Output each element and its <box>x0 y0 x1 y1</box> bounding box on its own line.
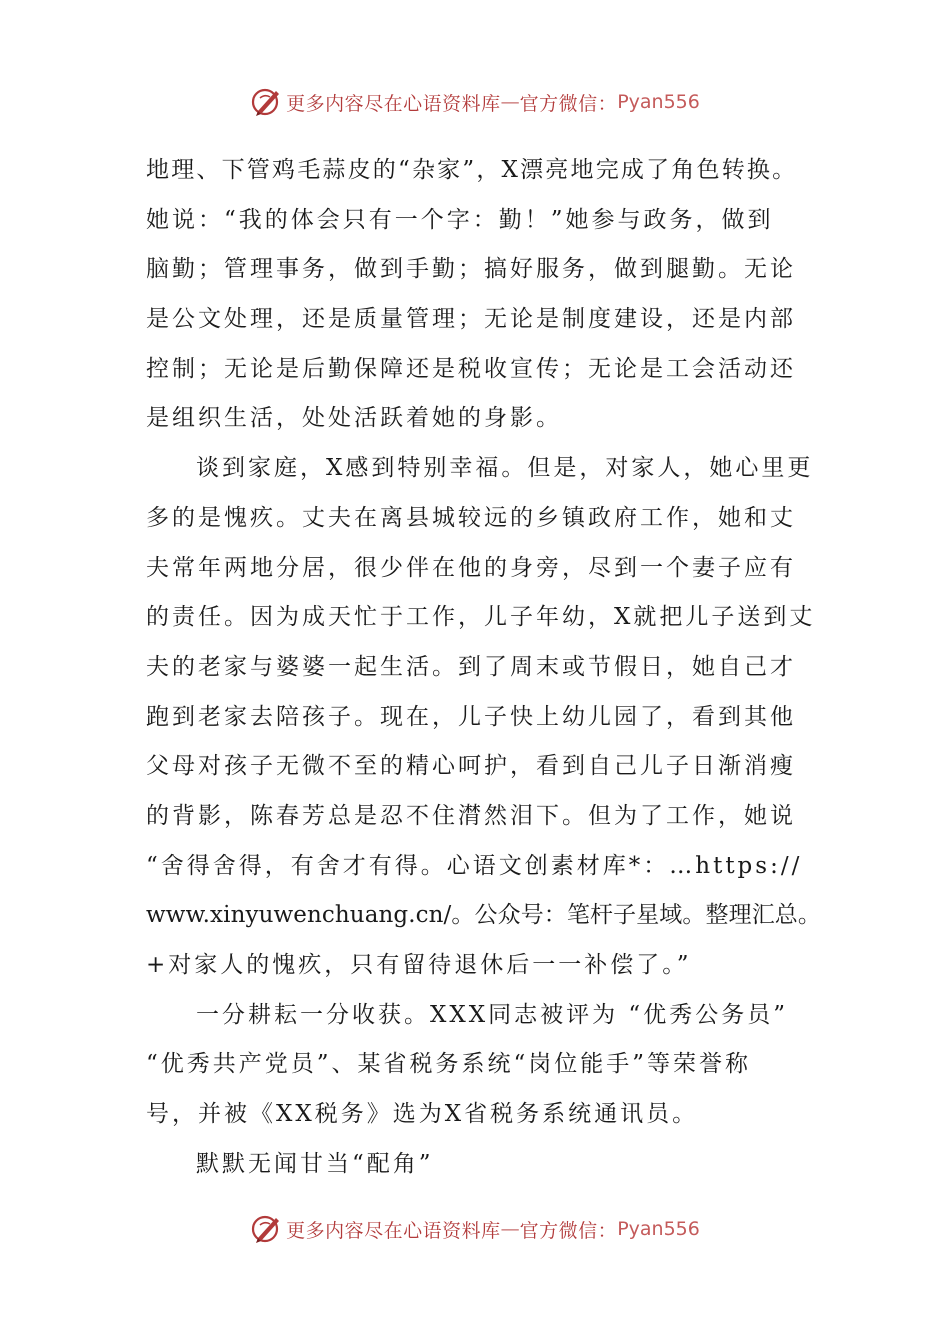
paragraph-role-change <box>146 146 830 444</box>
pen-logo-icon <box>250 1212 284 1246</box>
paragraph-honors <box>146 991 830 1140</box>
pen-logo-icon <box>250 85 284 119</box>
text-line: 一分耕耘一分收获。XXX同志被评为 “优秀公务员” <box>196 1001 788 1028</box>
text-line: 多的是愧疚。丈夫在离县城较远的乡镇政府工作，她和丈 <box>146 504 796 531</box>
paragraph-family <box>146 444 830 991</box>
text-line: 夫常年两地分居，很少伴在他的身旁，尽到一个妻子应有 <box>146 554 796 581</box>
banner-wechat-label: 官方微信： <box>519 92 618 115</box>
text-line: 的背影，陈春芳总是忍不住潸然泪下。但为了工作，她说 <box>146 802 796 829</box>
text-line: “优秀共产党员”、某省税务系统“岗位能手”等荣誉称 <box>146 1051 752 1078</box>
banner-separator: — <box>500 1218 520 1240</box>
footer-watermark-banner <box>0 1209 950 1249</box>
text-line: 是公文处理，还是质量管理；无论是制度建设，还是内部 <box>146 306 796 333</box>
text-line: 跑到老家去陪孩子。现在，儿子快上幼儿园了，看到其他 <box>146 703 796 730</box>
banner-wechat-id: Pyan556 <box>617 1218 700 1240</box>
text-line: 地理、下管鸡毛蒜皮的“杂家”，X漂亮地完成了角色转换。 <box>146 157 798 183</box>
banner-wechat-id: Pyan556 <box>617 91 700 113</box>
text-line: +对家人的愧疚，只有留待退休后一一补偿了。” <box>146 952 692 978</box>
header-watermark-banner <box>0 82 950 122</box>
heading-line: 默默无闻甘当“配角” <box>196 1150 434 1177</box>
text-line: 她说：“我的体会只有一个字：勤！”她参与政务，做到 <box>146 206 774 233</box>
text-line: 控制；无论是后勤保障还是税收宣传；无论是工会活动还 <box>146 355 796 382</box>
text-line: “舍得舍得，有舍才有得。心语文创素材库*：…https:// <box>146 852 803 879</box>
text-line: www.xinyuwenchuang.cn/。公众号：笔杆子星域。整理汇总。 <box>146 902 822 929</box>
banner-text: 更多内容尽在心语资料库 <box>286 92 501 115</box>
text-line: 号，并被《XX税务》选为X省税务系统通讯员。 <box>146 1101 699 1128</box>
section-heading <box>146 1140 830 1190</box>
banner-text: 更多内容尽在心语资料库 <box>286 1219 501 1242</box>
text-line: 谈到家庭，X感到特别幸福。但是，对家人，她心里更 <box>196 455 814 482</box>
banner-wechat-label: 官方微信： <box>519 1219 618 1242</box>
document-body <box>146 146 830 1189</box>
banner-separator: — <box>500 91 520 113</box>
text-line: 是组织生活，处处活跃着她的身影。 <box>146 405 562 432</box>
text-line: 父母对孩子无微不至的精心呵护，看到自己儿子日渐消瘦 <box>146 753 796 780</box>
text-line: 夫的老家与婆婆一起生活。到了周末或节假日，她自己才 <box>146 653 796 680</box>
text-line: 的责任。因为成天忙于工作，儿子年幼，X就把儿子送到丈 <box>146 604 816 631</box>
text-line: 脑勤；管理事务，做到手勤；搞好服务，做到腿勤。无论 <box>146 256 796 283</box>
